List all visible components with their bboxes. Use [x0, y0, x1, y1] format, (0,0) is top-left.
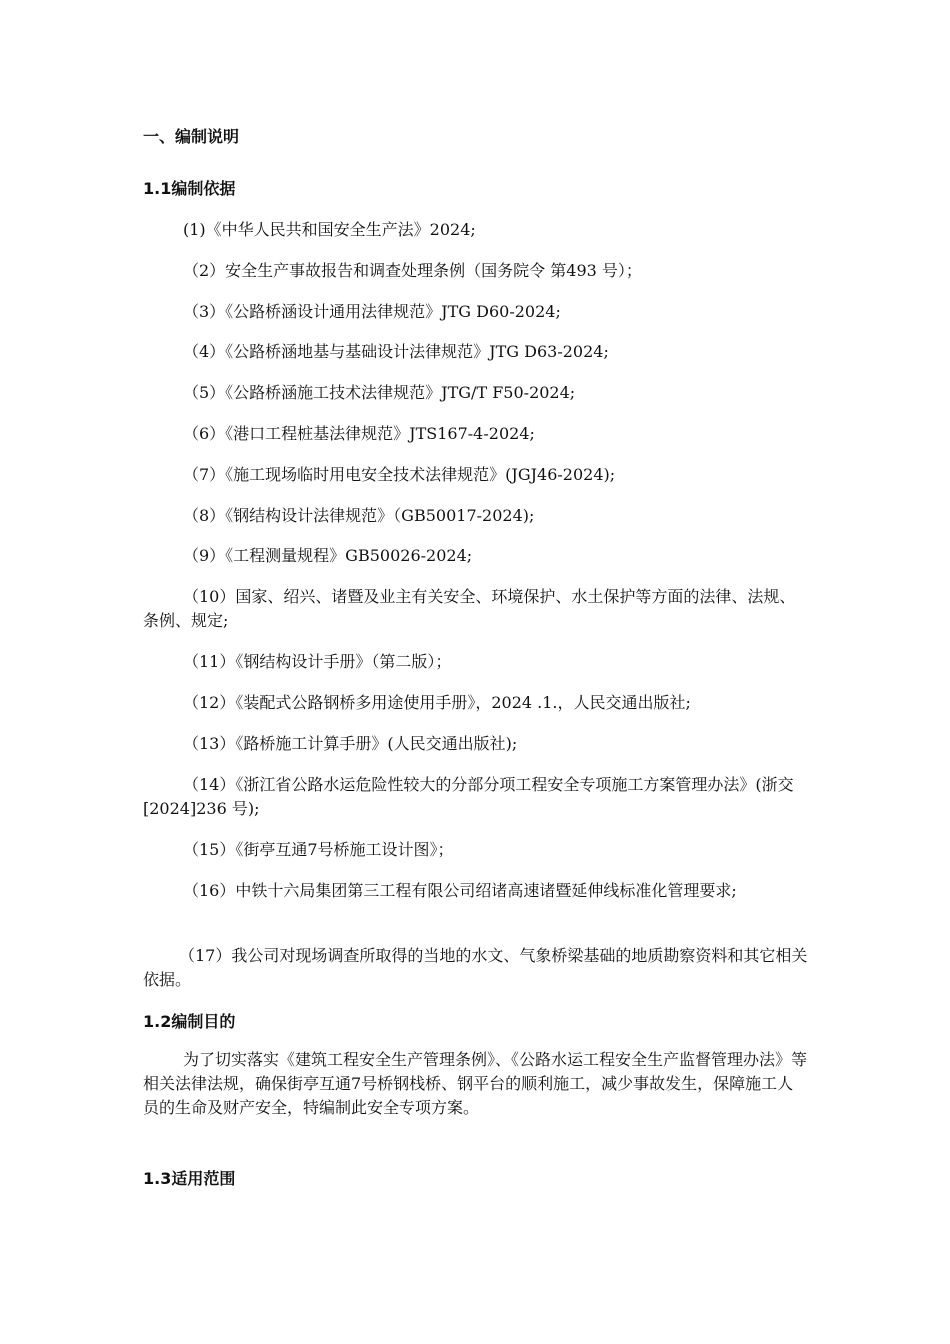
basis-item-6: （6）《港口工程桩基法律规范》JTS167-4-2024; [183, 424, 535, 443]
basis-item-12: （12）《装配式公路钢桥多用途使用手册》，2024 .1.，人民交通出版社; [183, 693, 691, 712]
subsection-heading-purpose: 1.2编制目的 [143, 1012, 236, 1031]
basis-item-1: (1)《中华人民共和国安全生产法》2024; [183, 220, 476, 239]
basis-item-8: （8）《钢结构设计法律规范》（GB50017-2024); [183, 506, 535, 525]
subsection-heading-basis: 1.1编制依据 [143, 179, 236, 198]
basis-item-10: （10）国家、绍兴、诸暨及业主有关安全、环境保护、水土保护等方面的法律、法规、条例、规定; [143, 587, 796, 630]
section-heading: 一、编制说明 [143, 127, 240, 146]
basis-item-14: （14）《浙江省公路水运危险性较大的分部分项工程安全专项施工方案管理办法》(浙交[2024]236 号); [143, 775, 794, 818]
subsection-heading-scope: 1.3适用范围 [143, 1169, 236, 1188]
basis-item-13: （13）《路桥施工计算手册》(人民交通出版社); [183, 734, 518, 753]
basis-item-3: （3）《公路桥涵设计通用法律规范》JTG D60-2024; [183, 302, 561, 321]
basis-item-17: （17）我公司对现场调查所取得的当地的水文、气象桥梁基础的地质勘察资料和其它相关依据。 [143, 946, 808, 989]
basis-item-2: （2）安全生产事故报告和调查处理条例（国务院令 第493 号）； [183, 261, 642, 280]
basis-item-15: （15）《街亭互通7号桥施工设计图》； [183, 840, 454, 859]
basis-item-16: （16）中铁十六局集团第三工程有限公司绍诸高速诸暨延伸线标准化管理要求; [183, 881, 737, 900]
basis-item-11: （11）《钢结构设计手册》（第二版）； [183, 652, 452, 671]
purpose-paragraph: 为了切实落实《建筑工程安全生产管理条例》、《公路水运工程安全生产监督管理办法》等相关法律法规，确保街亭互通7号桥钢栈桥、钢平台的顺利施工，减少事故发生，保障施工人员的生命及财产安全，特编制此安全专项方案。 [143, 1050, 808, 1117]
basis-item-4: （4）《公路桥涵地基与基础设计法律规范》JTG D63-2024; [183, 342, 609, 361]
basis-item-9: （9）《工程测量规程》GB50026-2024; [183, 546, 473, 565]
basis-item-5: （5）《公路桥涵施工技术法律规范》JTG/T F50-2024; [183, 383, 576, 402]
basis-item-7: （7）《施工现场临时用电安全技术法律规范》(JGJ46-2024); [183, 465, 616, 484]
